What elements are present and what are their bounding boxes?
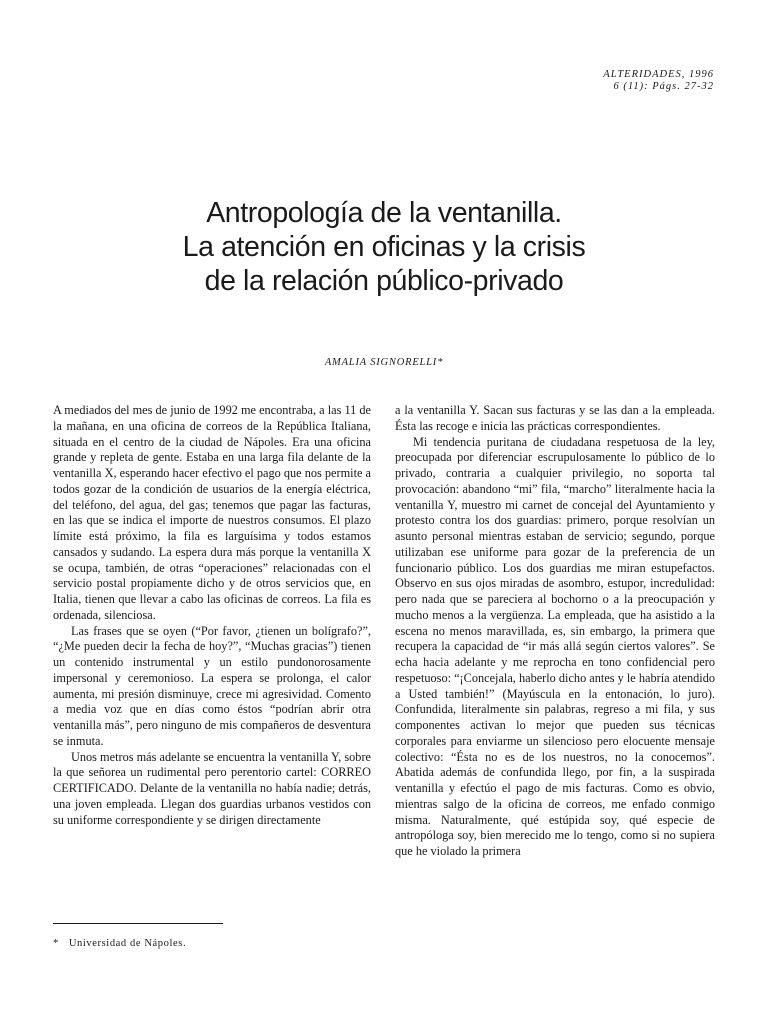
article-title [0, 196, 768, 298]
body-paragraph: A mediados del mes de junio de 1992 me encontraba, a las 11 de la mañana, en una oficina de correos de la República Italiana, situada en el centro de la ciudad de Nápoles. Era una oficina grande y repleta de gente. Estaba en una larga fila delante de la ventanilla X, esperando hacer efectivo el pago que nos permite a todos gozar de la condición de usuarios de la energía eléctrica, del teléfono, del agua, del gas; tenemos que pagar las facturas, en las que se indica el importe de nuestros consumos. El plazo límite está próximo, la fila es larguísima y todos estamos cansados y sudando. La espera dura más porque la ventanilla X se ocupa, también, de otras “operaciones” relacionadas con el servicio postal propiamente dicho y de otros servicios que, en Italia, tienen que llevar a cabo las oficinas de correos. La fila es ordenada, silenciosa. [53, 403, 371, 622]
title-line: Antropología de la ventanilla. [206, 197, 562, 229]
footnote [53, 938, 186, 949]
body-paragraph: a la ventanilla Y. Sacan sus facturas y se las dan a la empleada. Ésta las recoge e inicia las prácticas correspondientes. [395, 403, 715, 433]
journal-issue: 6 (11): Págs. 27-32 [613, 81, 714, 92]
body-paragraph: Mi tendencia puritana de ciudadana respetuosa de la ley, preocupada por diferenciar escrupulosamente lo público de lo privado, contraria a cualquier privilegio, no soporta tal provocación: abandono “mi” fila, “marcho” literalmente hacia la ventanilla Y, muestro mi carnet de concejal del Ayuntamiento y protesto contra los dos guardias: primero, porque resolvían un asunto personal mientras estaban de servicio; segundo, porque utilizaban ese uniforme para gozar de la preferencia de un funcionario público. Los dos guardias me miran estupefactos. Observo en sus ojos miradas de asombro, estupor, incredulidad: pero nada que se pareciera al bochorno o a la preocupación y mucho menos a la vergüenza. La empleada, que ha asistido a la escena no menos maravillada, es, sin embargo, la primera que recupera la capacidad de “ir más allá según ciertos valores”. Se echa hacia adelante y me reprocha en tono confidencial pero respetuoso: “¡Concejala, haberlo dicho antes y le habría atendido a Usted también!” (Mayúscula en la entonación, lo juro). Confundida, literalmente sin palabras, regreso a mi fila, y sus componentes activan lo mejor que pueden sus técnicas corporales para enviarme un silencioso pero elocuente mensaje colectivo: “Ésta no es de los nuestros, no la conocemos”. Abatida además de confundida llego, por fin, a la suspirada ventanilla y efectúo el pago de mis facturas. Como es obvio, mientras salgo de la oficina de correos, me enfado conmigo misma. Naturalmente, qué estúpida soy, qué especie de antropóloga soy, bien merecido me lo tengo, como si no supiera que he violado la primera [395, 434, 715, 858]
body-column-left [53, 403, 371, 828]
body-paragraph: Unos metros más adelante se encuentra la ventanilla Y, sobre la que señorea un rudimental pero perentorio cartel: CORREO CERTIFICADO. Delante de la ventanilla no había nadie; detrás, una joven empleada. Llegan dos guardias urbanos vestidos con su uniforme correspondiente y se dirigen directamente [53, 749, 371, 827]
title-line: de la relación público-privado [204, 265, 564, 297]
journal-name: ALTERIDADES, 1996 [603, 69, 714, 80]
body-column-right [395, 403, 715, 860]
footnote-text: Universidad de Nápoles. [68, 938, 187, 949]
journal-header [603, 69, 714, 93]
title-line: La atención en oficinas y la crisis [182, 231, 586, 263]
footnote-divider [53, 923, 223, 924]
body-paragraph: Las frases que se oyen (“Por favor, ¿tienen un bolígrafo?”, “¿Me pueden decir la fecha de hoy?”, “Muchas gracias”) tienen un contenido instrumental y un estilo pundonorosamente impersonal y ceremonioso. La espera se prolonga, el calor aumenta, mi presión disminuye, crece mi agresividad. Comento a media voz que en días como éstos “podrían abrir otra ventanilla más”, pero ninguno de mis compañeros de desventura se inmuta. [53, 623, 371, 748]
article-author: AMALIA SIGNORELLI* [324, 357, 444, 368]
footnote-marker: * [53, 938, 59, 949]
